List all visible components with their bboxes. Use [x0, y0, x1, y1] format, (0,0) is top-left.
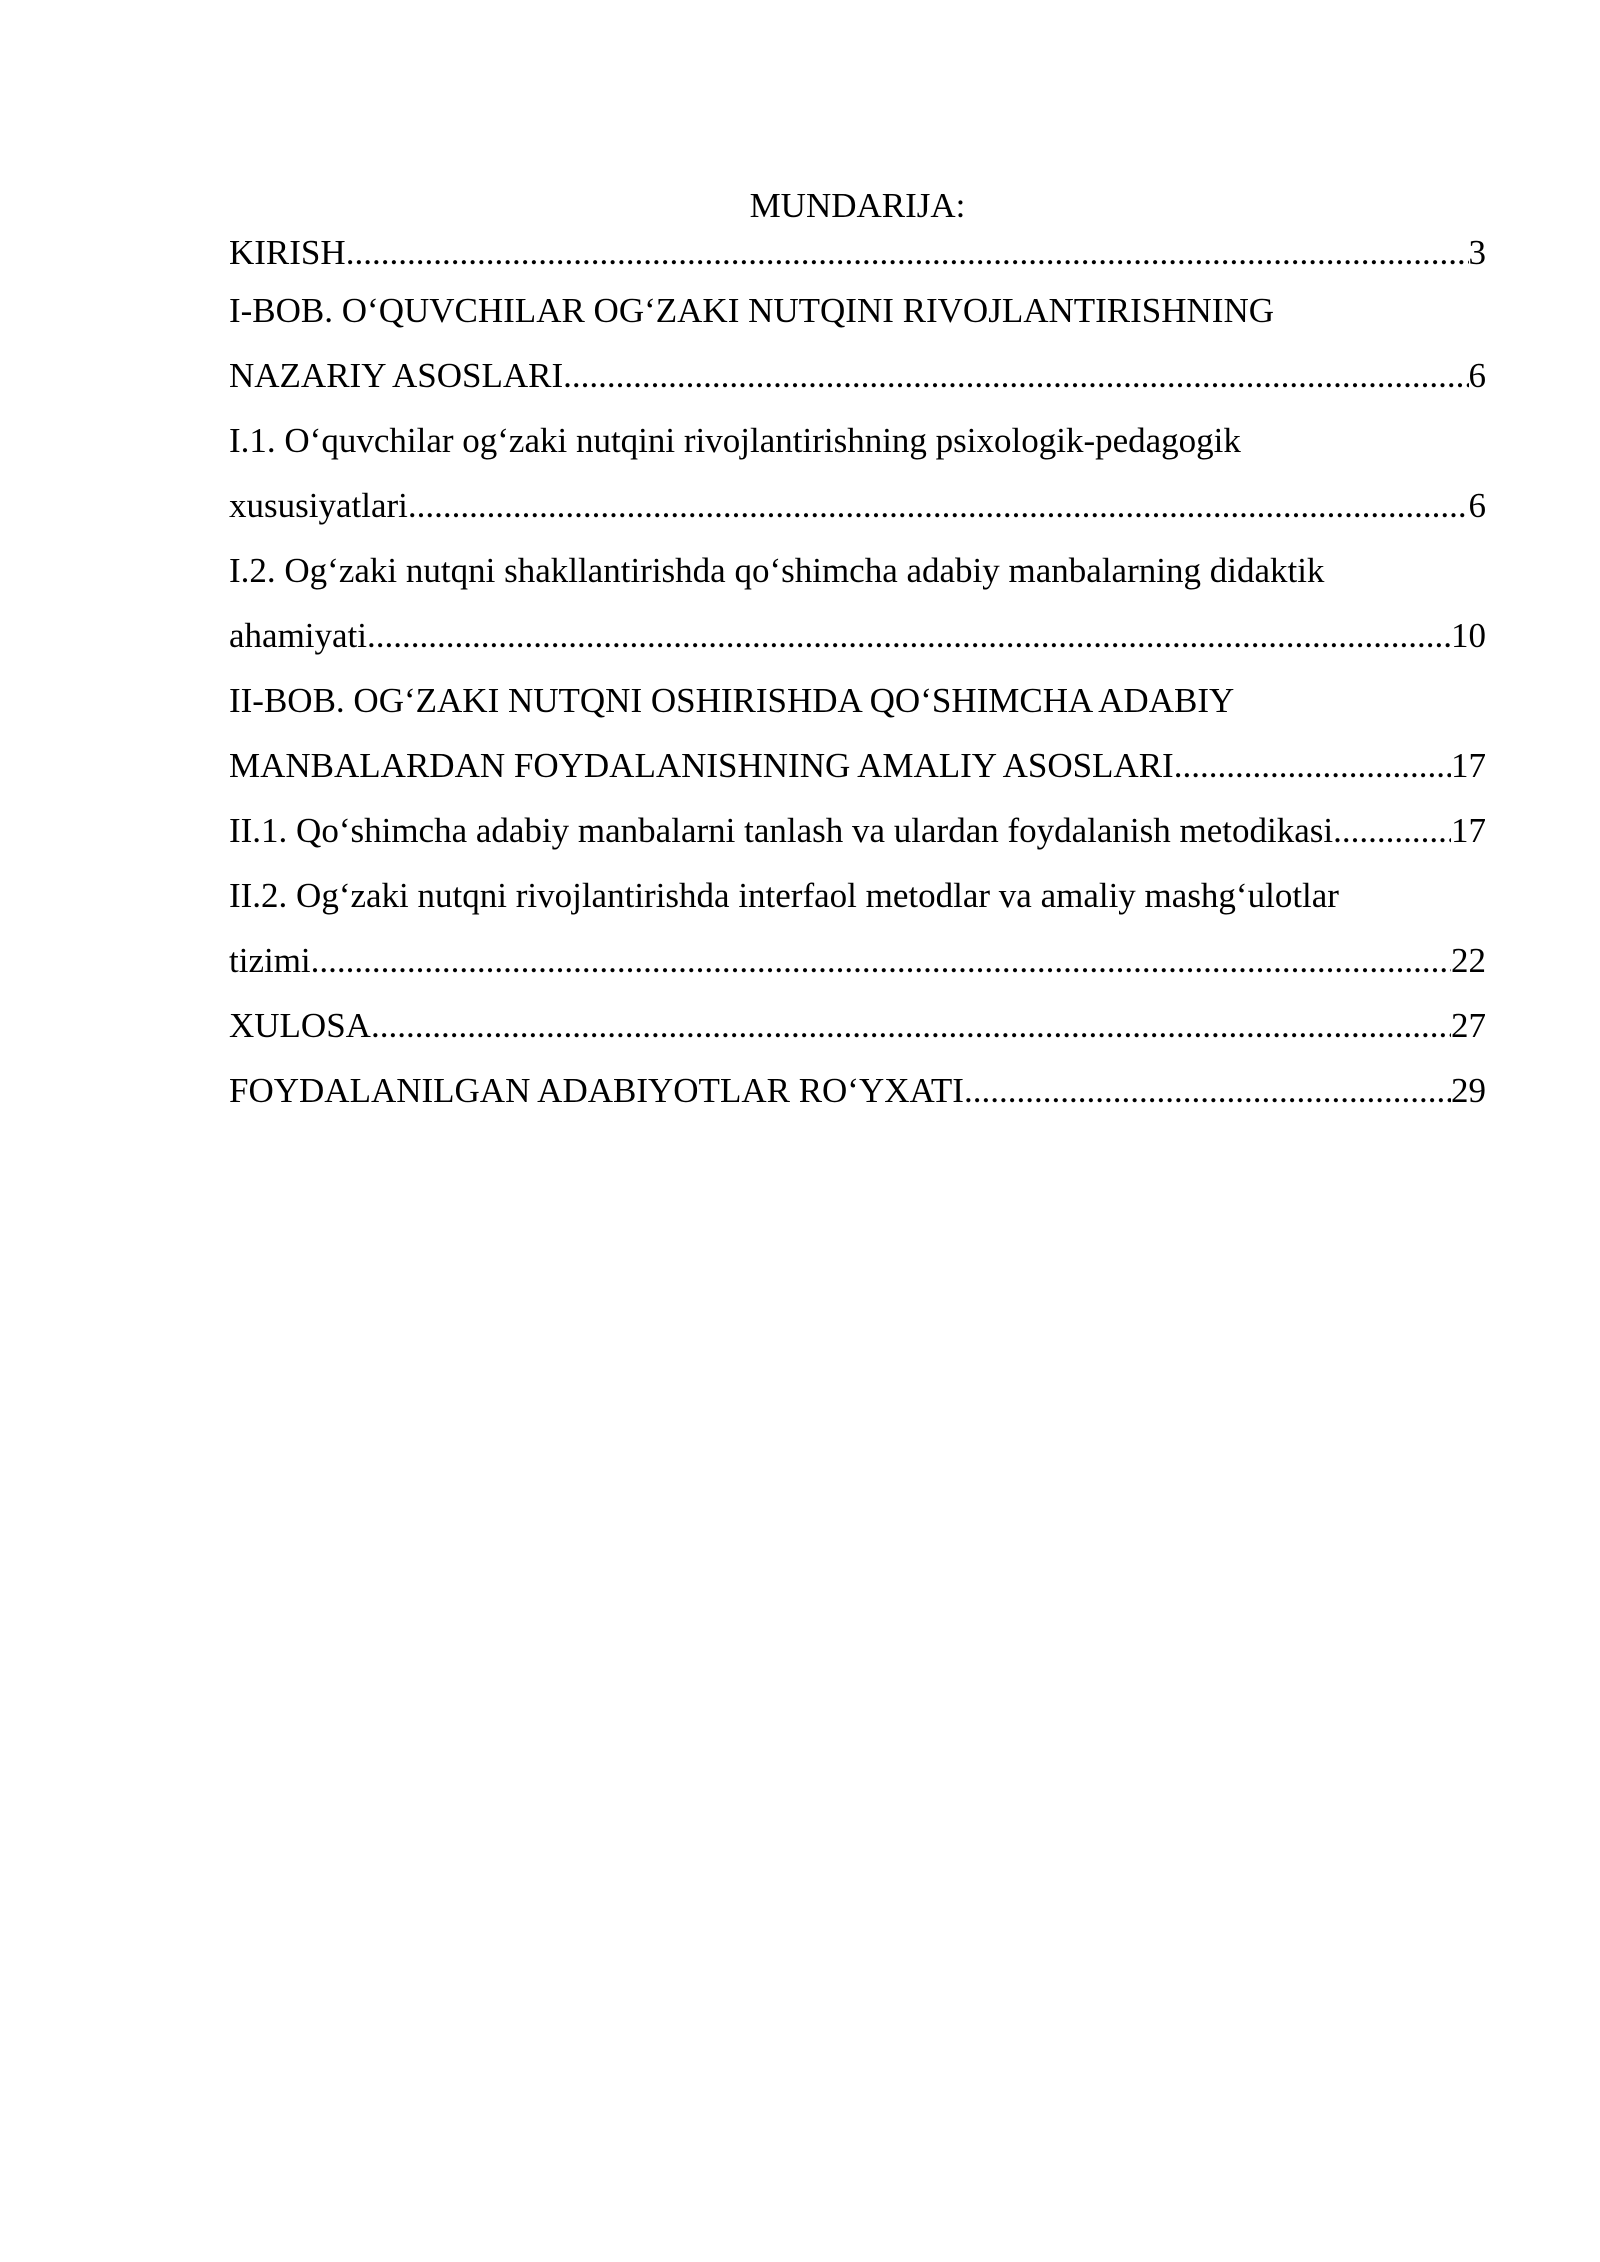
toc-entry [229, 278, 1486, 408]
toc-entry [229, 993, 1486, 1058]
toc-page-number: 10 [1451, 616, 1486, 655]
toc-entry-text: I-BOB. O‘QUVCHILAR OG‘ZAKI NUTQINI RIVOJLANTIRISHNING [229, 291, 1275, 330]
toc-entry-label: II.1. Qo‘shimcha adabiy manbalarni tanlash va ulardan foydalanish metodikasi [229, 811, 1334, 850]
toc-page-number: 17 [1451, 746, 1486, 785]
dot-leader [563, 343, 1468, 408]
toc-entry-row [229, 928, 1486, 993]
toc-page-number: 6 [1468, 486, 1486, 525]
toc-entry-row [229, 603, 1486, 668]
toc-page-number: 6 [1468, 356, 1486, 395]
table-of-contents [229, 183, 1486, 1123]
toc-page-number: 3 [1468, 233, 1486, 272]
toc-title: MUNDARIJA: [749, 186, 966, 225]
toc-entry-label: FOYDALANILGAN ADABIYOTLAR RO‘YXATI [229, 1071, 964, 1110]
dot-leader [964, 1058, 1451, 1123]
toc-page-number: 17 [1451, 811, 1486, 850]
toc-entry-row [229, 1058, 1486, 1123]
toc-entry-label: tizimi [229, 941, 311, 980]
toc-entry-label: XULOSA [229, 1006, 371, 1045]
toc-entry-text: I.2. Og‘zaki nutqni shakllantirishda qo‘shimcha adabiy manbalarning didaktik [229, 551, 1325, 590]
toc-entry-label: NAZARIY ASOSLARI [229, 356, 564, 395]
toc-entry-row [229, 473, 1486, 538]
toc-entry-label: MANBALARDAN FOYDALANISHNING AMALIY ASOSLARI [229, 746, 1174, 785]
toc-list [229, 228, 1486, 1123]
toc-entry-text: II.2. Og‘zaki nutqni rivojlantirishda interfaol metodlar va amaliy mashg‘ulotlar [229, 876, 1339, 915]
dot-leader [408, 473, 1469, 538]
toc-page-number: 27 [1451, 1006, 1486, 1045]
toc-entry [229, 668, 1486, 798]
toc-entry-row [229, 733, 1486, 798]
toc-page-number: 22 [1451, 941, 1486, 980]
toc-entry [229, 408, 1486, 538]
toc-entry-label: KIRISH [229, 233, 346, 272]
toc-entry-label: xususiyatlari [229, 486, 408, 525]
dot-leader [367, 603, 1451, 668]
toc-entry [229, 863, 1486, 993]
toc-entry-row [229, 993, 1486, 1058]
dot-leader [346, 228, 1469, 278]
toc-entry-row [229, 228, 1486, 278]
toc-entry-text: II-BOB. OG‘ZAKI NUTQNI OSHIRISHDA QO‘SHIMCHA ADABIY [229, 681, 1235, 720]
toc-entry-row [229, 798, 1486, 863]
toc-page-number: 29 [1451, 1071, 1486, 1110]
toc-entry [229, 798, 1486, 863]
dot-leader [1174, 733, 1451, 798]
dot-leader [311, 928, 1451, 993]
toc-entry [229, 228, 1486, 278]
dot-leader [371, 993, 1451, 1058]
toc-entry-text: I.1. O‘quvchilar og‘zaki nutqini rivojlantirishning psixologik-pedagogik [229, 421, 1241, 460]
toc-entry [229, 1058, 1486, 1123]
dot-leader [1333, 798, 1451, 863]
toc-entry [229, 538, 1486, 668]
toc-entry-row [229, 343, 1486, 408]
toc-entry-label: ahamiyati [229, 616, 368, 655]
